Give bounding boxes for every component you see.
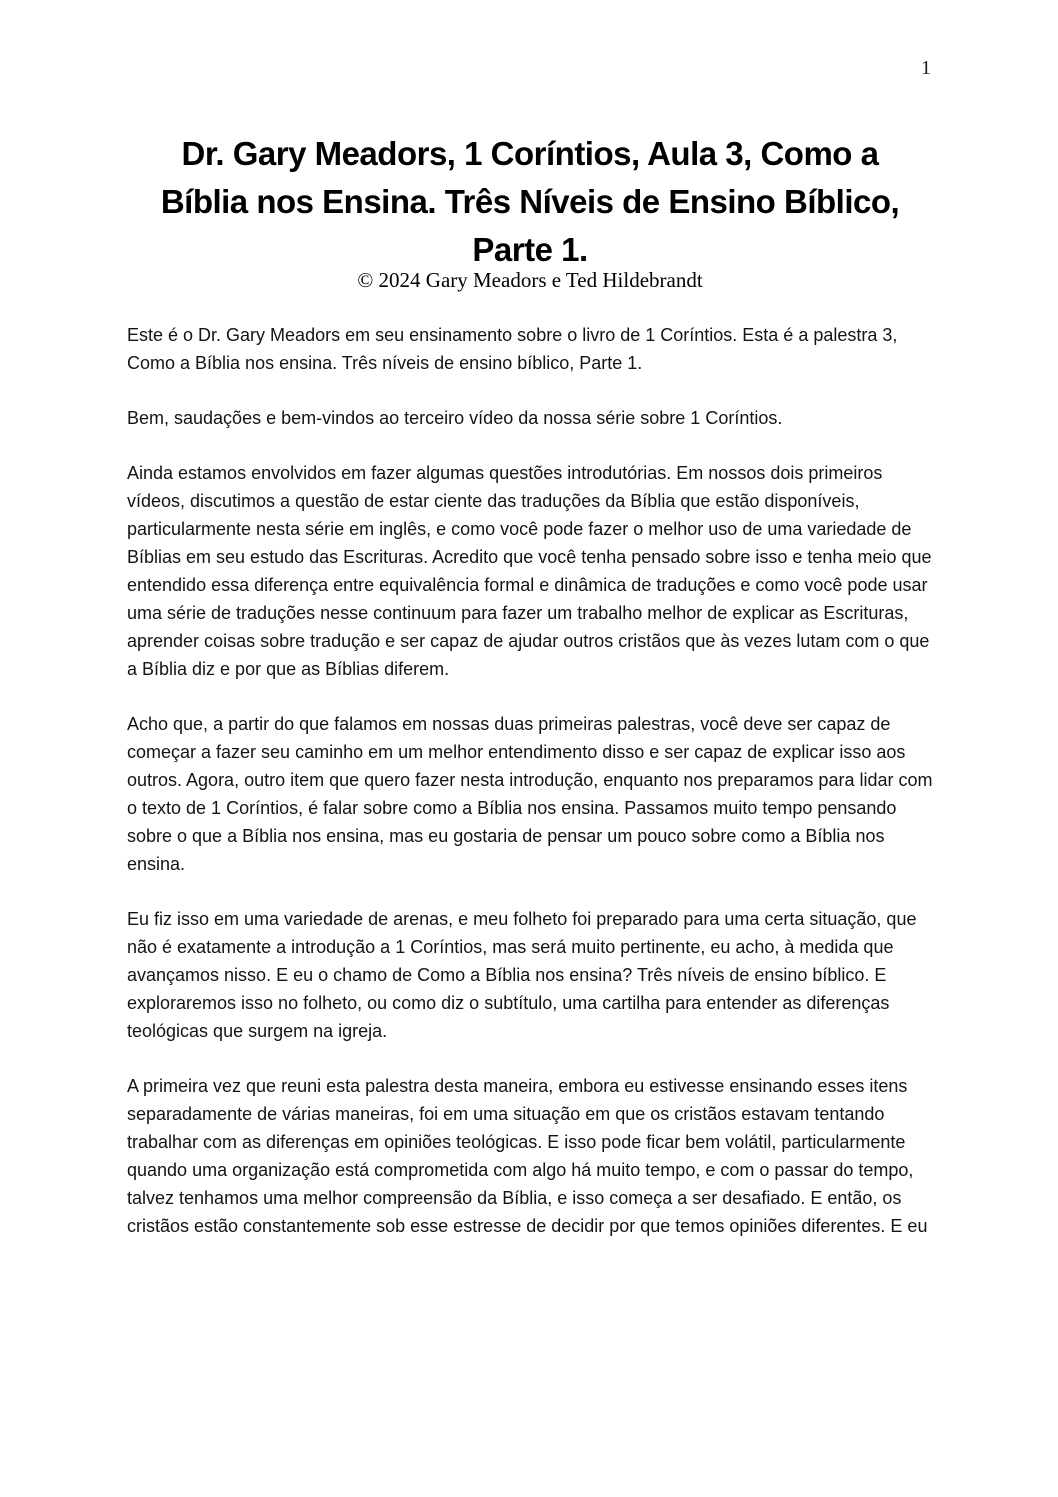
paragraph-3: Ainda estamos envolvidos em fazer algumas questões introdutórias. Em nossos dois primeiros vídeos, discutimos a questão de estar ciente das traduções da Bíblia que estão disponíveis, particularmente nesta série em inglês, e como você pode fazer o melhor uso de uma variedade de Bíblias em seu estudo das Escrituras. Acredito que você tenha pensado sobre isso e tenha meio que entendido essa diferença entre equivalência formal e dinâmica de traduções e como você pode usar uma série de traduções nesse continuum para fazer um trabalho melhor de explicar as Escrituras, aprender coisas sobre tradução e ser capaz de ajudar outros cristãos que às vezes lutam com o que a Bíblia diz e por que as Bíblias diferem. xyxy=(127,463,932,679)
document-title-line-2: Bíblia nos Ensina. Três Níveis de Ensino Bíblico, xyxy=(160,183,900,220)
page-content xyxy=(127,130,933,1240)
document-title-line-1: Dr. Gary Meadors, 1 Coríntios, Aula 3, Como a xyxy=(181,135,879,172)
document-body xyxy=(127,321,933,1240)
paragraph-6: A primeira vez que reuni esta palestra desta maneira, embora eu estivesse ensinando esses itens separadamente de várias maneiras, foi em uma situação em que os cristãos estavam tentando trabalhar com as diferenças em opiniões teológicas. E isso pode ficar bem volátil, particularmente quando uma organização está comprometida com algo há muito tempo, e com o passar do tempo, talvez tenhamos uma melhor compreensão da Bíblia, e isso começa a ser desafiado. E então, os cristãos estão constantemente sob esse estresse de decidir por que temos opiniões diferentes. E eu xyxy=(127,1076,928,1236)
document-title xyxy=(127,130,933,274)
copyright-line: © 2024 Gary Meadors e Ted Hildebrandt xyxy=(357,268,703,292)
paragraph-1: Este é o Dr. Gary Meadors em seu ensinamento sobre o livro de 1 Coríntios. Esta é a palestra 3, Como a Bíblia nos ensina. Três níveis de ensino bíblico, Parte 1. xyxy=(127,325,898,373)
page-number: 1 xyxy=(921,57,931,79)
paragraph-2: Bem, saudações e bem-vindos ao terceiro vídeo da nossa série sobre 1 Coríntios. xyxy=(127,408,783,428)
paragraph-5: Eu fiz isso em uma variedade de arenas, e meu folheto foi preparado para uma certa situação, que não é exatamente a introdução a 1 Coríntios, mas será muito pertinente, eu acho, à medida que avançamos nisso. E eu o chamo de Como a Bíblia nos ensina? Três níveis de ensino bíblico. E exploraremos isso no folheto, ou como diz o subtítulo, uma cartilha para entender as diferenças teológicas que surgem na igreja. xyxy=(127,909,917,1041)
paragraph-4: Acho que, a partir do que falamos em nossas duas primeiras palestras, você deve ser capaz de começar a fazer seu caminho em um melhor entendimento disso e ser capaz de explicar isso aos outros. Agora, outro item que quero fazer nesta introdução, enquanto nos preparamos para lidar com o texto de 1 Coríntios, é falar sobre como a Bíblia nos ensina. Passamos muito tempo pensando sobre o que a Bíblia nos ensina, mas eu gostaria de pensar um pouco sobre como a Bíblia nos ensina. xyxy=(127,714,933,874)
document-title-line-3: Parte 1. xyxy=(472,231,588,268)
